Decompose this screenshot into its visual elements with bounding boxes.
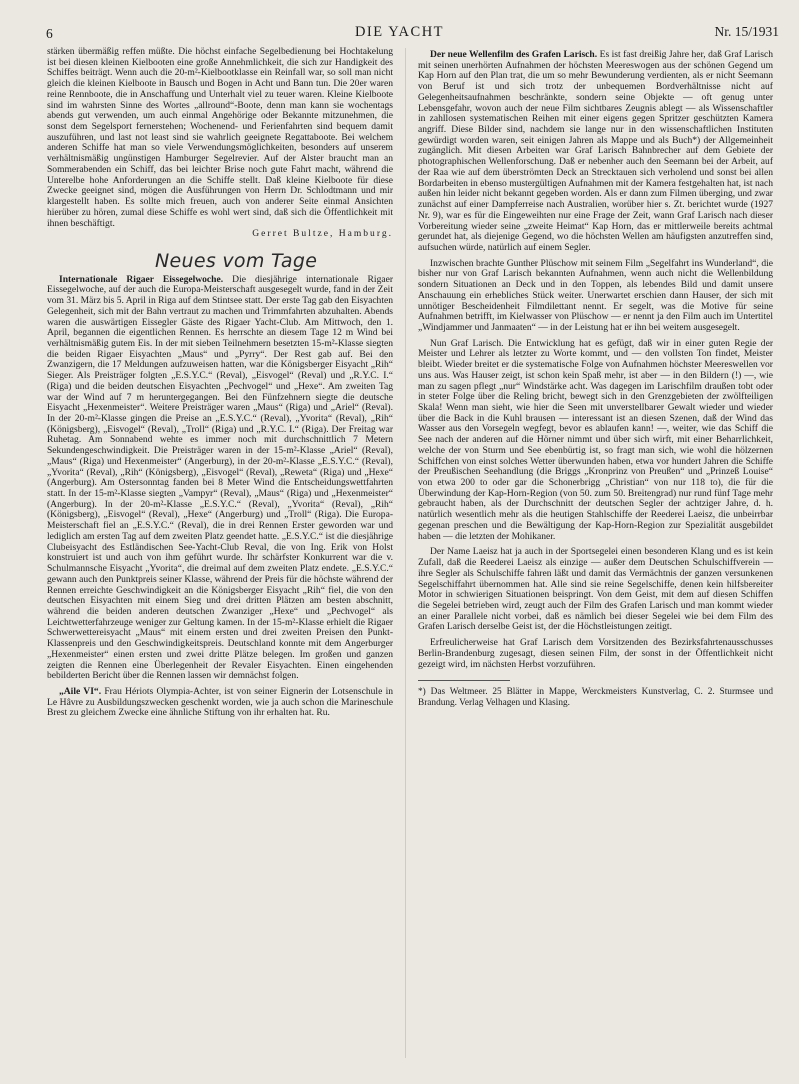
article-paragraph: Nun Graf Larisch. Die Entwicklung hat es gefügt, daß wir in einer guten Regie der Meister und Lehrer als letzter zu Worte kommt, und — den vollsten Ton findet, Meister bleibt. Wieder breitet er die systematische Folge von Aufnahmen höchster Meereswellen vor uns aus. Was Hauser zeigt, ist schon kein Spaß mehr, ist aber — in den Bildern (!) —, wie man zu sagen pflegt „nur“ Windstärke acht. Was dagegen im Larischfilm draußen tobt oder in steter Folge über die Reling bricht, bewegt sich in den Grenzgebieten der zwölfteiligen Skala! Wenn man sieht, wie hier die Seen mit unverstellbarer Gewalt wieder und wieder über die Back in die Kuhl brausen — interessant ist an diesen Szenen, daß der Wind das Wasser aus den Vorsegeln wegfegt, bevor es ablaufen kann! —, weiter, wie das Schiff die See nach der anderen auf die Hörner nimmt und über sich wirft, mit einer Beharrlichkeit, welche der von Sturm und See ebenbürtig ist, so fragt man sich, wie wohl die hölzernen Schiffchen von einst solches Wetter überwunden haben, etwa vor hundert Jahren die Schiffe der Preußischen Seehandlung (die Briggs „Kronprinz von Preußen“ und „Prinzeß Louise“ von etwa 200 to oder gar die Schonerbrigg „Christian“ von nur 118 to), die für die Überwindung der Kap-Horn-Region (von 50. zum 50. Breitengrad) nur rund fünf Tage mehr gebraucht haben, als der Durchschnitt der deutschen Segler der achtziger Jahre, d. h. natürlich wesentlich mehr als die heutigen Stahlschiffe der Reederei Laeisz, die unbeirrbar gegenan preschen und die Bewältigung der Kap-Horn-Region zur Spezialität ausgebildet haben — die letzten der Mohikaner. xyxy=(418,337,773,542)
article-continuation: stärken übermäßig reffen müßte. Die höchst einfache Segelbedienung bei Hochtakelung ist bei diesen kleinen Kielbooten eine große Annehmlichkeit, die sich zur Handigkeit des Schiffes beiträgt. Wenn auch die 20-m²-Kielbootklasse ein Reinfall war, so soll man nicht gleich die kleinen Kielboote in Bausch und Bogen in Acht und Bann tun. Die 20er waren reine Rennboote, die in Anschaffung und Unterhalt viel zu teuer waren. Kleine Kielboote sind im wahrsten Sinne des Wortes „allround“-Boote, denn man kann sie wochentags abends gut verwenden, um auch einmal Angehörige oder Bekannte mitzunehmen, die sonst dem Segelsport fernerstehen; Wochenend- und Ferienfahrten sind bequem damit auszuführen, und last not least sind sie wahrlich geeignete Regattaboote. Bei welchem anderen Schiffe hat man so viele Verwendungsmöglichkeiten, besonders auf unserem verhältnismäßig ungünstigen Hamburger Segelrevier. Auf der Alster braucht man an Sommerabenden ein Schiff, das bei leichter Brise noch gute Fahrt macht, während die Unterelbe hohe Anforderungen an die Schiffe stellt. Daß kleine Kielboote für diese Zwecke geeignet sind, mögen die Ausführungen von Herrn Dr. Schlodtmann und mir klargestellt haben. Es sollte mich freuen, auch von anderer Seite einmal Ansichten hierüber zu hören, zumal diese Schiffe es wohl wert sind, daß sich die Öffentlichkeit mit ihnen beschäftigt. xyxy=(47,46,393,229)
magazine-title: DIE YACHT xyxy=(354,24,445,40)
news-item-body: Die diesjährige internationale Rigaer Eissegelwoche, auf der auch die Europa-Meisterschaft ausgesegelt wurde, fand in der Zeit vom 31. März bis 5. April in Riga auf dem Stintsee statt. Der erste Tag gab den Eisyachten Gelegenheit, sich mit der Bahn vertraut zu machen und Trimmfahrten abzuhalten. Abends waren die auswärtigen Eissegler Gäste des Rigaer Yacht-Club. Am Mittwoch, den 1. April, begannen die eigentlichen Rennen. Es herrschte an diesem Tage 12 m Wind bei verhältnismäßig gutem Eis. In der mit sieben Teilnehmern besetzten 15-m²-Klasse siegten die beiden Rigaer Eisyachten „Maus“ und „Pyrry“. Der Rest gab auf. Bei den Zwanzigern, die 17 Meldungen aufzuweisen hatten, war die Königsberger Eisyacht „Rih“ Sieger. Als Preisträger folgten „E.S.Y.C.“ (Reval), „Eisvogel“ (Reval) und „R.Y.C. I.“ (Riga) und die beiden deutschen Eisyachten „Pechvogel“ und „Hexe“. Am zweiten Tag war der Wind auf 7 m heruntergegangen. Bei den Fünfzehnern siegte die deutsche Eisyacht „Hexenmeister“. Weitere Preisträger waren „Maus“ (Riga) und „Ariel“ (Reval). In der 20-m²-Klasse gingen die Preise an „E.S.Y.C.“ (Reval), „Yvorita“ (Reval), „Rih“ (Königsberg), „Eisvogel“ (Reval), „Troll“ (Riga) und „R.Y.C. I.“ (Riga). Der Freitag war Ruhetag. Am Sonnabend wehte es immer noch mit durchschnittlich 7 Metern Sekundengeschwindigkeit. Die Preisträger waren in der 15-m²-Klasse „Ariel“ (Reval), „Maus“ (Riga) und Hexenmeister“ (Angerburg), in der 20-m²-Klasse „E.S.Y.C.“ (Reval), „Yvorita“ (Reval), „Rih“ (Königsberg), „Eisvogel“ (Reval), „Reweta“ (Riga) und „Hexe“ (Angerburg). Am Ostersonntag fanden bei 8 Meter Wind die Entscheidungswettfahrten statt. In der 15-m²-Klasse siegten „Vampyr“ (Reval), „Maus“ (Riga) und „Hexenmeister“ (Angerburg). In der 20-m²-Klasse „E.S.Y.C.“ (Reval), „Yvorita“ (Reval), „Rih“ (Königsberg), „Eisvogel“ (Reval), „Hexe“ (Angerburg) und „Troll“ (Riga). Die Europa-Meisterschaft fiel an „E.S.Y.C.“ (Reval), die in drei Rennen Erster geworden war und lediglich am ersten Tag auf dem zweiten Platz geendet hatte. „E.S.Y.C.“ ist die diesjährige Clubeisyacht des Estländischen See-Yacht-Club Reval, die von Ing. Erik von Holst konstruiert ist und auch von ihm geführt wurde. Ihr schärfster Konkurrent war die v. Schulmannsche Eisyacht „Yvorita“, die dreimal auf dem zweiten Platz endete. „E.S.Y.C.“ gewann auch den Punktpreis seiner Klasse, während der Preis für die höchste während der Rennen erreichte Geschwindigkeit an die Königsberger Eisyacht „Rih“ fiel, die von den deutschen Eisyachten mit einem Sieg und drei dritten Plätzen am besten abschnitt, während die beiden anderen deutschen Zwanziger „Hexe“ und „Pechvogel“ als Leichtwetterfahrzeuge weniger zur Geltung kamen. In der 15-m²-Klasse erhielt die Rigaer Schwerwettereisyacht „Maus“ mit einem ersten und drei zweiten Preisen den Punkt-Klassenpreis und den Geschwindigkeitspreis. Deutschland konnte mit dem Angerburger „Hexenmeister“ einen ersten und zwei dritte Plätze belegen. Im großen und ganzen zeigten die Rennen eine Überlegenheit der Revaler Eisyachten. Einen eingehenden bebilderten Bericht über die Rennen lassen wir demnächst folgen. xyxy=(47,273,394,682)
news-item-body: Frau Hériots Olympia-Achter, ist von seiner Eignerin der Lotsenschule in Le Hâvre zu Ausbildungszwecken geschenkt worden, wie ja auch schon die Marineschule Brest zu gleichem Zwecke eine ähnliche Stiftung von ihr erhalten hat. Ru. xyxy=(47,685,394,719)
right-column xyxy=(418,50,773,708)
left-column xyxy=(47,47,393,719)
article-body: Es ist fast dreißig Jahre her, daß Graf Larisch mit seinen unerhörten Aufnahmen der höchsten Meereswogen aus der schönen Gegend um Kap Horn auf den Plan trat, die um so mehr Bewunderung verdienten, als er nicht Seemann von Beruf ist und sich trotz der unbequemen Bordverhältnisse nicht auf Gelegenheitsaufnahmen beschränkte, sondern seine Objekte — oft genug unter Lebensgefahr, wovon auch der neue Film sichtbares Zeugnis ablegt — als Wissenschaftler in zahllosen systematischen Reihen mit einer eigens gegen Spritzer geschützten Kamera angriff. Diese Bilder sind, nachdem sie lange nur in den wissenschaftlichen Instituten gewürdigt worden waren, seit einigen Jahren als Mappe und als Buch*) der Allgemeinheit zugänglich. Mit diesen Arbeiten war Graf Larisch Bahnbrecher auf dem Gebiete der photographischen Wellenforschung. Daß er nebenher auch den Seemann bei der Arbeit, auf der Raa wie auf dem überströmten Deck an Strecktauen sich verholend und sonst bei allen Bordarbeiten in ebenso mustergültigen Aufnahmen mit der Kamera festgehalten hat, ist nach außen hin leider nicht bekannt gegeben worden. Als er dann zum Filmen überging, und zwar zunächst auf einer Dampferreise nach Australien, worüber hier s. Zt. berichtet wurde (1927 Nr. 9), war es für die Eingeweihten nur eine Frage der Zeit, wann Graf Larisch nach dieser Vorbereitung wieder seine „zweite Heimat“ Kap Horn, das er mittlerweile bereits achtmal gerundet hat, als diejenige Gegend, wo die höchsten Wellen am häufigsten anzutreffen sind, aufsuchen würde, natürlich auf einem Segler. xyxy=(418,49,774,253)
news-item-aile xyxy=(47,687,393,719)
article-heading: Der neue Wellenfilm des Grafen Larisch. xyxy=(430,49,598,60)
article-paragraph: Der Name Laeisz hat ja auch in der Sportsegelei einen besonderen Klang und es ist kein Zufall, daß die Reederei Laeisz als einzige — außer dem Deutschen Schulschiffverein — ihre Segler als Schulschiffe fahren läßt und damit das Vermächtnis der ganzen versunkenen Segelschiffahrt übernommen hat. Alle sind sie reine Segelschiffe, denen kein hilfsbereiter Motor in schwierigen Situationen beispringt. Von dem Geist, mit dem auf diesen Schiffen die Segelei betrieben wird, zeugt auch der Film des Grafen Larisch und man kommt wieder an einer Parallele nicht vorbei, daß es nämlich bei dieser Segelei wie bei dem Film des Grafen Larisch derselbe Geist ist, der die Höchstleistungen zeitigt. xyxy=(418,546,773,633)
column-divider xyxy=(405,48,406,1058)
issue-number: Nr. 15/1931 xyxy=(714,24,779,39)
author-signature: Gerret Bultze, Hamburg. xyxy=(252,228,393,240)
page-number: 6 xyxy=(46,26,53,41)
article-film xyxy=(418,50,773,254)
footnote-rule xyxy=(418,680,510,681)
article-paragraph: Inzwischen brachte Gunther Plüschow mit seinem Film „Segelfahrt ins Wunderland“, die bisher nur von Graf Larisch bekannten Aufnahmen, wenn auch nicht die Wellenbildung sondern Situationen an Deck und in den Toppen, als lebendes Bild und damit unsere Anschauung ein erhebliches Stück weiter. Unerwartet erschien dann Hauser, der sich mit unnötiger Bescheidenheit Filmdilettant nennt. Er segelt, was die Motive für seine Aufnahmen betrifft, im Kielwasser von Plüschow — er nennt ja den Film auch im Untertitel „Windjammer und Janmaaten“ — in der Leistung hat er ihn bei weitem ausgesegelt. xyxy=(418,257,773,333)
article-paragraph: Erfreulicherweise hat Graf Larisch dem Vorsitzenden des Bezirksfahrtenausschusses Berlin-Brandenburg zugesagt, diesen seinen Film, der sonst in der Öffentlichkeit nicht gezeigt wird, im nächsten Herbst vorzuführen. xyxy=(418,637,773,670)
page-header xyxy=(0,0,799,40)
news-item-heading: „Aile VI“. xyxy=(59,685,102,697)
news-item-heading: Internationale Rigaer Eissegelwoche. xyxy=(59,273,224,285)
news-item-riga xyxy=(47,275,393,682)
section-heading: Neues vom Tage xyxy=(155,249,318,272)
footnote: *) Das Weltmeer. 25 Blätter in Mappe, Werckmeisters Kunstverlag, C. 2. Sturmsee und Brandung. Verlag Velhagen und Klasing. xyxy=(418,687,773,708)
